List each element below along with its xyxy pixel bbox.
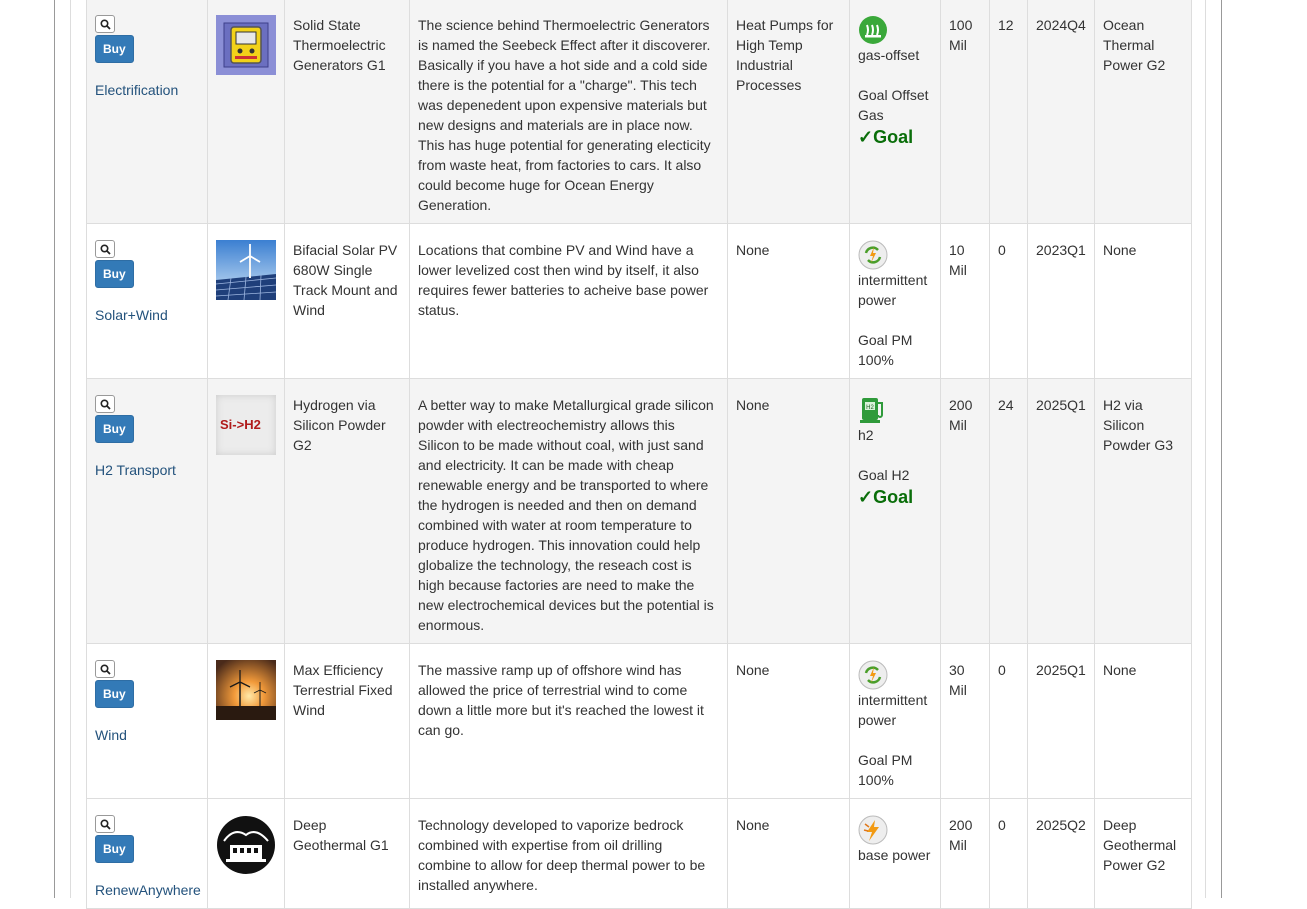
search-button[interactable] bbox=[95, 815, 115, 833]
description-cell: A better way to make Metallurgical grade silicon powder with electreochemistry allows this Silicon to be made without coal, with just sand and electricity. It can be made with cheap renewable energy and be transported to where the hydrogen is needed and then on demand combined with water at room temperature to produce hydrogen. This innovation could help globalize the technology, the reseach cost is high because factories are need to make the new electrochemical devices but the potential is enormous. bbox=[410, 379, 728, 644]
cost-cell: 200 Mil bbox=[941, 799, 990, 909]
release-cell: 2024Q4 bbox=[1028, 0, 1095, 224]
impact-label: gas-offset bbox=[858, 47, 920, 63]
count-cell: 24 bbox=[990, 379, 1028, 644]
impact-label: intermittent power bbox=[858, 272, 928, 308]
actions-cell bbox=[87, 0, 208, 224]
release-cell: 2025Q2 bbox=[1028, 799, 1095, 909]
h2-fuel-icon bbox=[858, 395, 888, 425]
intermittent-power-icon bbox=[858, 660, 888, 690]
name-cell: Deep Geothermal G1 bbox=[285, 799, 410, 909]
category-link[interactable]: H2 Transport bbox=[95, 462, 176, 478]
cost-cell: 100 Mil bbox=[941, 0, 990, 224]
goal-met-badge: ✓Goal bbox=[858, 487, 914, 507]
prerequisite-cell: Heat Pumps for High Temp Industrial Processes bbox=[728, 0, 850, 224]
wind-sunset-photo-icon bbox=[216, 660, 276, 720]
name-cell: Hydrogen via Silicon Powder G2 bbox=[285, 379, 410, 644]
table-row bbox=[87, 379, 1192, 644]
goal-label: Goal H2 bbox=[858, 467, 910, 483]
description-cell: Technology developed to vaporize bedrock combined with expertise from oil drilling combine to allow for deep thermal power to be installed anywhere. bbox=[410, 799, 728, 909]
table-row bbox=[87, 799, 1192, 909]
buy-button[interactable]: Buy bbox=[95, 35, 134, 63]
actions-cell bbox=[87, 644, 208, 799]
description-cell: Locations that combine PV and Wind have a lower levelized cost then wind by itself, it also requires fewer batteries to acheive base power status. bbox=[410, 224, 728, 379]
count-cell: 0 bbox=[990, 644, 1028, 799]
image-cell bbox=[208, 644, 285, 799]
search-icon bbox=[100, 819, 111, 830]
actions-cell bbox=[87, 799, 208, 909]
actions-cell bbox=[87, 379, 208, 644]
impact-cell bbox=[850, 0, 941, 224]
count-cell: 12 bbox=[990, 0, 1028, 224]
silicon-to-h2-label: Si->H2 bbox=[220, 417, 261, 432]
image-cell bbox=[208, 0, 285, 224]
next-cell: Deep Geothermal Power G2 bbox=[1095, 799, 1192, 909]
release-cell: 2025Q1 bbox=[1028, 379, 1095, 644]
table-row bbox=[87, 644, 1192, 799]
goal-label: Goal Offset Gas bbox=[858, 87, 929, 123]
description-cell: The massive ramp up of offshore wind has allowed the price of terrestrial wind to come down a little more but it's reached the lowest it can go. bbox=[410, 644, 728, 799]
image-cell bbox=[208, 799, 285, 909]
search-button[interactable] bbox=[95, 240, 115, 258]
table-row bbox=[87, 224, 1192, 379]
release-cell: 2025Q1 bbox=[1028, 644, 1095, 799]
category-link[interactable]: RenewAnywhere bbox=[95, 882, 201, 898]
goal-label: Goal PM 100% bbox=[858, 332, 913, 368]
image-cell bbox=[208, 379, 285, 644]
actions-cell bbox=[87, 224, 208, 379]
prerequisite-cell: None bbox=[728, 799, 850, 909]
search-button[interactable] bbox=[95, 395, 115, 413]
description-cell: The science behind Thermoelectric Generators is named the Seebeck Effect after it discoverer. Basically if you have a hot side and a cold side there is the potential for a "charge". This tech was depenedent upon expensive materials but new designs and materials are in place now. This has huge potential for generating electicity from waste heat, from factories to cars. It also could become huge for Ocean Energy Generation. bbox=[410, 0, 728, 224]
next-cell: None bbox=[1095, 224, 1192, 379]
impact-label: base power bbox=[858, 847, 931, 863]
image-cell bbox=[208, 224, 285, 379]
intermittent-power-icon bbox=[858, 240, 888, 270]
buy-button[interactable]: Buy bbox=[95, 680, 134, 708]
category-link[interactable]: Electrification bbox=[95, 82, 179, 98]
next-cell: None bbox=[1095, 644, 1192, 799]
cost-cell: 30 Mil bbox=[941, 644, 990, 799]
silicon-to-h2-icon bbox=[216, 395, 276, 455]
search-icon bbox=[100, 244, 111, 255]
search-icon bbox=[100, 19, 111, 30]
buy-button[interactable]: Buy bbox=[95, 260, 134, 288]
solar-wind-photo-icon bbox=[216, 240, 276, 300]
goal-label: Goal PM 100% bbox=[858, 752, 913, 788]
next-cell: Ocean Thermal Power G2 bbox=[1095, 0, 1192, 224]
impact-cell bbox=[850, 799, 941, 909]
base-power-icon bbox=[858, 815, 888, 845]
impact-cell bbox=[850, 224, 941, 379]
count-cell: 0 bbox=[990, 224, 1028, 379]
table-row bbox=[87, 0, 1192, 224]
search-icon bbox=[100, 399, 111, 410]
search-icon bbox=[100, 664, 111, 675]
impact-label: h2 bbox=[858, 427, 874, 443]
geothermal-plant-icon bbox=[216, 815, 276, 875]
buy-button[interactable]: Buy bbox=[95, 835, 134, 863]
impact-cell bbox=[850, 644, 941, 799]
search-button[interactable] bbox=[95, 15, 115, 33]
buy-button[interactable]: Buy bbox=[95, 415, 134, 443]
impact-cell bbox=[850, 379, 941, 644]
name-cell: Solid State Thermoelectric Generators G1 bbox=[285, 0, 410, 224]
name-cell: Max Efficiency Terrestrial Fixed Wind bbox=[285, 644, 410, 799]
next-cell: H2 via Silicon Powder G3 bbox=[1095, 379, 1192, 644]
goal-met-badge: ✓Goal bbox=[858, 127, 914, 147]
name-cell: Bifacial Solar PV 680W Single Track Mount and Wind bbox=[285, 224, 410, 379]
category-link[interactable]: Solar+Wind bbox=[95, 307, 168, 323]
cost-cell: 10 Mil bbox=[941, 224, 990, 379]
svg-text:H2: H2 bbox=[866, 405, 874, 411]
prerequisite-cell: None bbox=[728, 644, 850, 799]
impact-label: intermittent power bbox=[858, 692, 928, 728]
prerequisite-cell: None bbox=[728, 224, 850, 379]
release-cell: 2023Q1 bbox=[1028, 224, 1095, 379]
cost-cell: 200 Mil bbox=[941, 379, 990, 644]
technology-table bbox=[86, 0, 1192, 909]
thermoelectric-module-icon bbox=[216, 15, 276, 75]
prerequisite-cell: None bbox=[728, 379, 850, 644]
count-cell: 0 bbox=[990, 799, 1028, 909]
category-link[interactable]: Wind bbox=[95, 727, 127, 743]
gas-offset-icon bbox=[858, 15, 888, 45]
search-button[interactable] bbox=[95, 660, 115, 678]
